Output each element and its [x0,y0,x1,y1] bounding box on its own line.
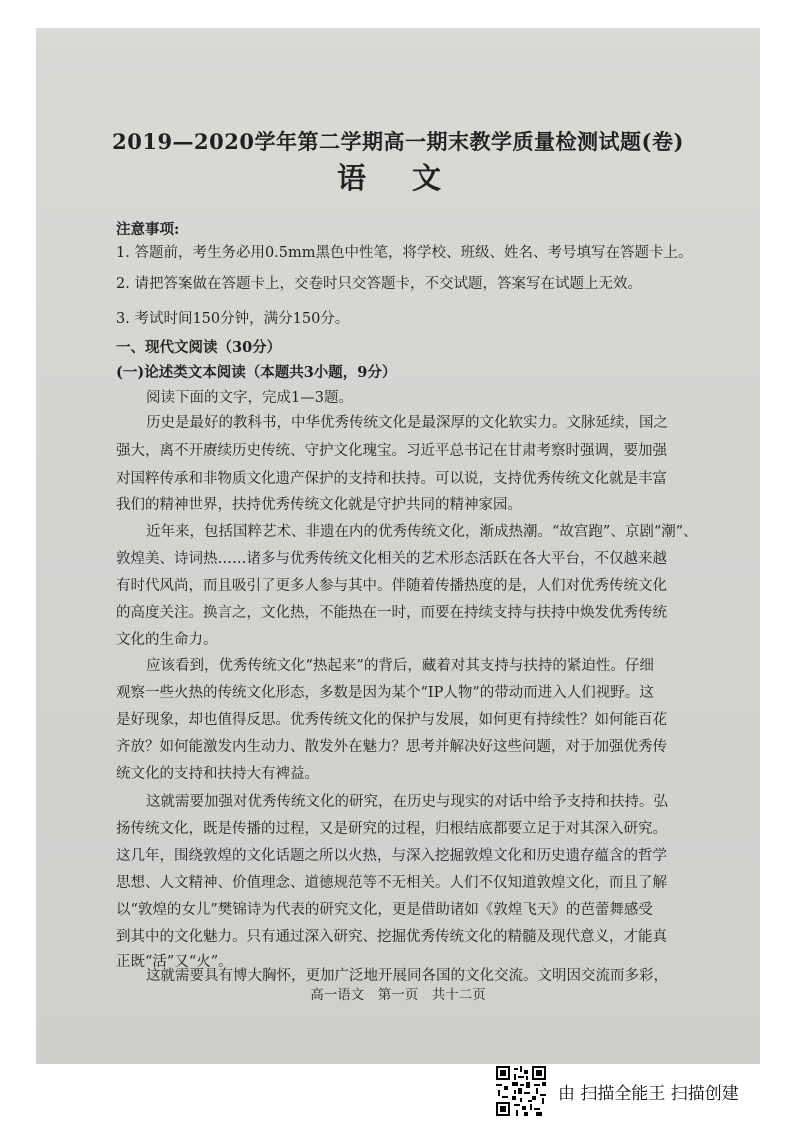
passage-line: 这几年，围绕敦煌的文化话题之所以火热，与深入挖掘敦煌文化和历史遗存蕴含的哲学 [116,848,667,864]
passage-line: 敦煌美、诗词热……诸多与优秀传统文化相关的艺术形态活跃在各大平台，不仅越来越 [116,551,667,567]
exam-title: 2019—2020学年第二学期高一期末教学质量检测试题(卷) [112,129,684,154]
passage-line: 我们的精神世界，扶持优秀传统文化就是守护共同的精神家园。 [116,497,522,513]
section-subheading: (一)论述类文本阅读（本题共3小题，9分） [116,364,397,381]
section-heading: 一、现代文阅读（30分） [116,339,282,356]
passage-line: 到其中的文化魅力。只有通过深入研究、挖掘优秀传统文化的精髓及现代意义，才能真 [116,929,667,945]
passage-line: 应该看到，优秀传统文化“热起来”的背后，藏着对其支持与扶持的紧迫性。仔细 [146,658,654,674]
page-footer: 高一语文 第一页 共十二页 [310,987,486,1003]
passage-line: 正既“活”又“火”。 [116,954,233,970]
passage-line: 的高度关注。换言之，文化热，不能热在一时，而要在持续支持与扶持中焕发优秀传统 [116,605,667,621]
scanner-credit-text: 由 扫描全能王 扫描创建 [558,1083,739,1104]
notes-heading: 注意事项: [116,221,180,238]
section-instruction: 阅读下面的文字，完成1—3题。 [146,390,353,406]
passage-line: 这就需要具有博大胸怀，更加广泛地开展同各国的文化交流。文明因交流而多彩， [146,968,668,984]
passage-line: 这就需要加强对优秀传统文化的研究，在历史与现实的对话中给予支持和扶持。弘 [146,794,668,810]
passage-line: 近年来，包括国粹艺术、非遗在内的优秀传统文化，渐成热潮。“故宫跑”、京剧“潮”、 [146,524,698,540]
scanner-watermark [496,1066,739,1116]
passage-line: 齐放？如何能激发内生动力、散发外在魅力？思考并解决好这些问题，对于加强优秀传 [116,739,667,755]
passage-line: 观察一些火热的传统文化形态，多数是因为某个“IP人物”的带动而进入人们视野。这 [116,685,654,701]
passage-line: 历史是最好的教科书，中华优秀传统文化是最深厚的文化软实力。文脉延续，国之 [146,415,668,431]
passage-line: 思想、人文精神、价值理念、道德规范等不无相关。人们不仅知道敦煌文化，而且了解 [116,875,667,891]
passage-line: 强大，离不开赓续历史传统、守护文化瑰宝。习近平总书记在甘肃考察时强调，要加强 [116,443,667,459]
passage-line: 统文化的支持和扶持大有裨益。 [116,766,319,782]
passage-line: 文化的生命力。 [116,632,218,648]
subject-title: 语 文 [336,161,460,195]
passage-line: 是好现象，却也值得反思。优秀传统文化的保护与发展，如何更有持续性？如何能百花 [116,712,667,728]
note-item-2: 2. 请把答案做在答题卡上，交卷时只交答题卡，不交试题，答案写在试题上无效。 [116,276,642,292]
passage-line: 有时代风尚，而且吸引了更多人参与其中。伴随着传播热度的是，人们对优秀传统文化 [116,578,667,594]
note-item-1: 1. 答题前，考生务必用0.5mm黑色中性笔，将学校、班级、姓名、考号填写在答题卡上。 [116,245,693,261]
scanned-page [36,28,760,1064]
qr-code-icon [496,1066,546,1116]
passage-line: 扬传统文化，既是传播的过程，又是研究的过程，归根结底都要立足于对其深入研究。 [116,821,667,837]
passage-line: 以“敦煌的女儿”樊锦诗为代表的研究文化，更是借助诸如《敦煌飞天》的芭蕾舞感受 [116,902,653,918]
note-item-3: 3. 考试时间150分钟，满分150分。 [116,311,350,327]
passage-line: 对国粹传承和非物质文化遗产保护的支持和扶持。可以说，支持优秀传统文化就是丰富 [116,471,667,487]
